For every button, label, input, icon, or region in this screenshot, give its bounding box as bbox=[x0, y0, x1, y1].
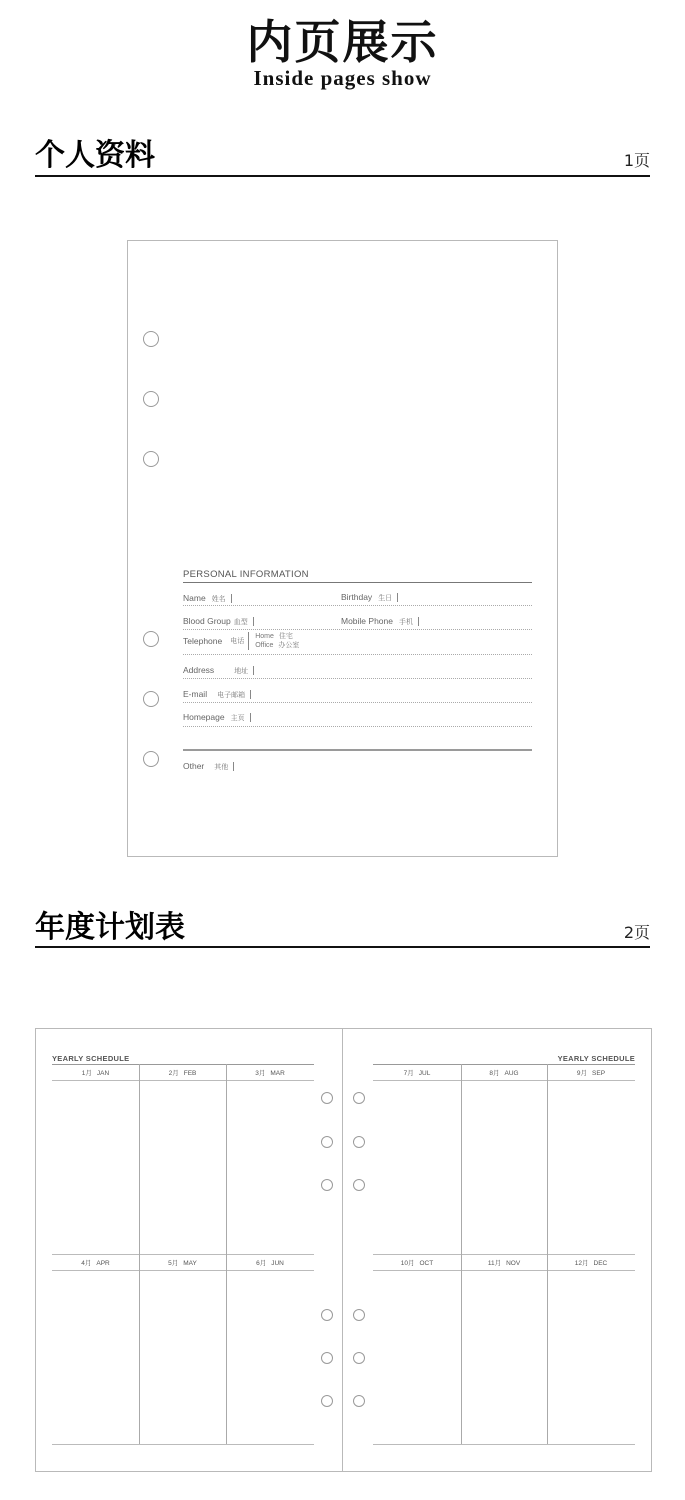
binder-hole-icon bbox=[353, 1179, 365, 1191]
month-header: 1月 JAN bbox=[81, 1070, 110, 1077]
field-address-cn: 地址 bbox=[234, 668, 249, 675]
field-blood-group-label: Blood Group bbox=[183, 616, 231, 626]
column-divider bbox=[226, 1254, 227, 1444]
heading-rule bbox=[183, 582, 532, 583]
schedule-top-rule bbox=[52, 1064, 314, 1065]
binder-hole-icon bbox=[353, 1395, 365, 1407]
binder-hole-icon bbox=[353, 1136, 365, 1148]
field-office-cn: 办公室 bbox=[278, 642, 300, 649]
field-mobile-phone bbox=[341, 616, 419, 627]
binder-hole-icon bbox=[143, 751, 159, 767]
field-other-cn: 其他 bbox=[214, 764, 229, 771]
month-header-rule bbox=[52, 1270, 314, 1271]
field-address-label: Address bbox=[183, 665, 215, 675]
field-line bbox=[183, 678, 532, 679]
yearly-schedule-title-left: YEARLY SCHEDULE bbox=[52, 1054, 130, 1063]
binder-hole-icon bbox=[321, 1309, 333, 1321]
field-cursor bbox=[231, 594, 232, 603]
field-line bbox=[183, 629, 532, 630]
field-line bbox=[183, 654, 532, 655]
field-cursor bbox=[250, 690, 251, 699]
yearly-schedule-spread bbox=[35, 1028, 652, 1472]
schedule-mid-rule bbox=[52, 1254, 314, 1255]
page-subtitle: Inside pages show bbox=[253, 66, 432, 90]
yearly-schedule-title-right: YEARLY SCHEDULE bbox=[557, 1054, 635, 1063]
column-divider bbox=[139, 1064, 140, 1254]
field-line bbox=[183, 726, 532, 727]
field-home-label: Home bbox=[255, 633, 274, 640]
column-divider bbox=[547, 1254, 548, 1444]
binder-hole-icon bbox=[143, 451, 159, 467]
month-header: 7月 JUL bbox=[403, 1070, 431, 1077]
personal-info-heading: PERSONAL INFORMATION bbox=[183, 569, 309, 580]
month-header: 12月 DEC bbox=[574, 1260, 608, 1267]
field-birthday-cn: 生日 bbox=[378, 595, 393, 602]
field-cursor bbox=[233, 762, 234, 771]
field-other bbox=[183, 761, 234, 772]
field-mobile-phone-label: Mobile Phone bbox=[341, 616, 393, 626]
field-homepage-label: Homepage bbox=[183, 712, 225, 722]
binder-hole-icon bbox=[143, 331, 159, 347]
binder-hole-icon bbox=[143, 691, 159, 707]
section-page-count: 1页 bbox=[623, 151, 650, 170]
page-title: 内页展示 bbox=[246, 15, 439, 69]
month-header-rule bbox=[52, 1080, 314, 1081]
field-telephone-label: Telephone bbox=[183, 636, 223, 646]
field-mobile-phone-cn: 手机 bbox=[398, 619, 413, 626]
binder-hole-icon bbox=[321, 1092, 333, 1104]
field-line bbox=[183, 605, 532, 606]
month-header: 4月 APR bbox=[81, 1260, 110, 1267]
binder-hole-icon bbox=[353, 1309, 365, 1321]
field-office-label: Office bbox=[255, 642, 274, 649]
telephone-sub-fields bbox=[248, 632, 299, 650]
page-gutter bbox=[342, 1029, 343, 1471]
field-home-cn: 住宅 bbox=[278, 633, 293, 640]
binder-hole-icon bbox=[321, 1395, 333, 1407]
month-header: 8月 AUG bbox=[489, 1070, 519, 1077]
field-birthday bbox=[341, 592, 398, 603]
field-telephone-cn: 电话 bbox=[230, 638, 245, 645]
section-rule bbox=[183, 749, 532, 751]
section-divider bbox=[35, 175, 650, 177]
schedule-bottom-rule bbox=[52, 1444, 314, 1445]
field-email-cn: 电子邮箱 bbox=[217, 692, 246, 699]
binder-hole-icon bbox=[143, 391, 159, 407]
field-name bbox=[183, 593, 232, 604]
field-email-label: E-mail bbox=[183, 689, 208, 699]
month-header: 10月 OCT bbox=[400, 1260, 434, 1267]
binder-hole-icon bbox=[353, 1352, 365, 1364]
field-email bbox=[183, 689, 251, 700]
binder-hole-icon bbox=[321, 1179, 333, 1191]
schedule-mid-rule bbox=[373, 1254, 635, 1255]
field-blood-group bbox=[183, 616, 254, 627]
field-cursor bbox=[418, 617, 419, 626]
column-divider bbox=[547, 1064, 548, 1254]
column-divider bbox=[461, 1254, 462, 1444]
field-cursor bbox=[253, 617, 254, 626]
field-blood-group-cn: 血型 bbox=[233, 619, 248, 626]
field-cursor bbox=[397, 593, 398, 602]
field-name-label: Name bbox=[183, 593, 206, 603]
personal-info-page bbox=[127, 240, 558, 857]
month-header: 2月 FEB bbox=[168, 1070, 197, 1077]
binder-hole-icon bbox=[321, 1136, 333, 1148]
binder-hole-icon bbox=[143, 631, 159, 647]
binder-hole-icon bbox=[321, 1352, 333, 1364]
schedule-top-rule bbox=[373, 1064, 635, 1065]
section-page-count: 2页 bbox=[623, 923, 650, 942]
month-header: 3月 MAR bbox=[255, 1070, 285, 1077]
section-title-personal-info: 个人资料 bbox=[35, 138, 155, 173]
field-name-cn: 姓名 bbox=[211, 596, 226, 603]
field-cursor bbox=[253, 666, 254, 675]
section-divider bbox=[35, 946, 650, 948]
month-header: 6月 JUN bbox=[256, 1260, 284, 1267]
column-divider bbox=[139, 1254, 140, 1444]
schedule-bottom-rule bbox=[373, 1444, 635, 1445]
field-address bbox=[183, 665, 254, 676]
month-header-rule bbox=[373, 1080, 635, 1081]
field-line bbox=[183, 702, 532, 703]
column-divider bbox=[226, 1064, 227, 1254]
field-telephone bbox=[183, 632, 299, 650]
field-birthday-label: Birthday bbox=[341, 592, 373, 602]
column-divider bbox=[461, 1064, 462, 1254]
field-other-label: Other bbox=[183, 761, 205, 771]
month-header: 9月 SEP bbox=[576, 1070, 606, 1077]
field-cursor bbox=[250, 713, 251, 722]
binder-hole-icon bbox=[353, 1092, 365, 1104]
section-title-yearly-schedule: 年度计划表 bbox=[35, 910, 185, 945]
field-homepage-cn: 主页 bbox=[230, 715, 245, 722]
month-header: 11月 NOV bbox=[487, 1260, 521, 1267]
field-homepage bbox=[183, 712, 251, 723]
month-header: 5月 MAY bbox=[168, 1260, 197, 1267]
month-header-rule bbox=[373, 1270, 635, 1271]
